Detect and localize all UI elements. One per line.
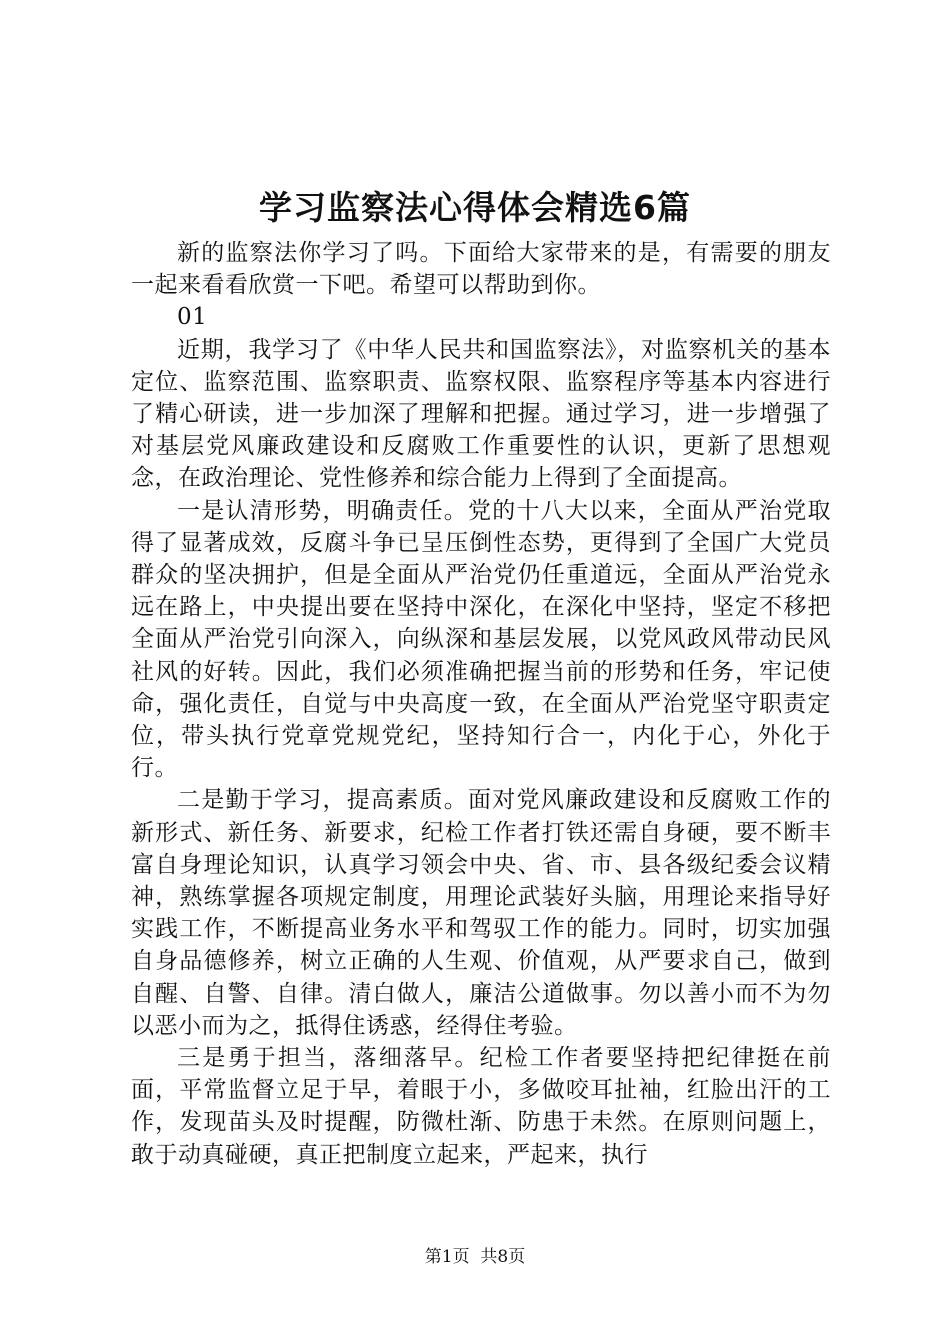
paragraph: 二是勤于学习，提高素质。面对党风廉政建设和反腐败工作的新形式、新任务、新要求，纪检工作者打铁还需自身硬，要不断丰富自身理论知识，认真学习领会中央、省、市、县各级纪委会议精神，熟练掌握各项规定制度，用理论武装好头脑，用理论来指导好实践工作，不断提高业务水平和驾驭工作的能力。同时，切实加强自身品德修养，树立正确的人生观、价值观，从严要求自己，做到自醒、自警、自律。清白做人，廉洁公道做事。勿以善小而不为勿以恶小而为之，抵得住诱惑，经得住考验。 [131,787,831,1039]
document-body [131,237,831,1171]
paragraph: 近期，我学习了《中华人民共和国监察法》，对监察机关的基本定位、监察范围、监察职责、监察权限、监察程序等基本内容进行了精心研读，进一步加深了理解和把握。通过学习，进一步增强了对基层党风廉政建设和反腐败工作重要性的认识，更新了思想观念，在政治理论、党性修养和综合能力上得到了全面提高。 [131,336,831,492]
paragraph: 一是认清形势，明确责任。党的十八大以来，全面从严治党取得了显著成效，反腐斗争已呈压倒性态势，更得到了全国广大党员群众的坚决拥护，但是全面从严治党仍任重道远，全面从严治党永远在路上，中央提出要在坚持中深化，在深化中坚持，坚定不移把全面从严治党引向深入，向纵深和基层发展，以党风政风带动民风社风的好转。因此，我们必须准确把握当前的形势和任务，牢记使命，强化责任，自觉与中央高度一致，在全面从严治党坚守职责定位，带头执行党章党规党纪，坚持知行合一，内化于心，外化于行。 [131,497,831,782]
section-number: 01 [177,304,208,331]
page-footer: 第1页 共8页 [424,1247,526,1267]
paragraph: 三是勇于担当，落细落早。纪检工作者要坚持把纪律挺在前面，平常监督立足于早，着眼于小，多做咬耳扯袖，红脸出汗的工作，发现苗头及时提醒，防微杜渐、防患于未然。在原则问题上，敢于动真碰硬，真正把制度立起来，严起来，执行 [131,1045,831,1168]
paragraph-intro: 新的监察法你学习了吗。下面给大家带来的是，有需要的朋友一起来看看欣赏一下吧。希望可以帮助到你。 [131,240,831,299]
document-title: 学习监察法心得体会精选6篇 [259,188,691,227]
